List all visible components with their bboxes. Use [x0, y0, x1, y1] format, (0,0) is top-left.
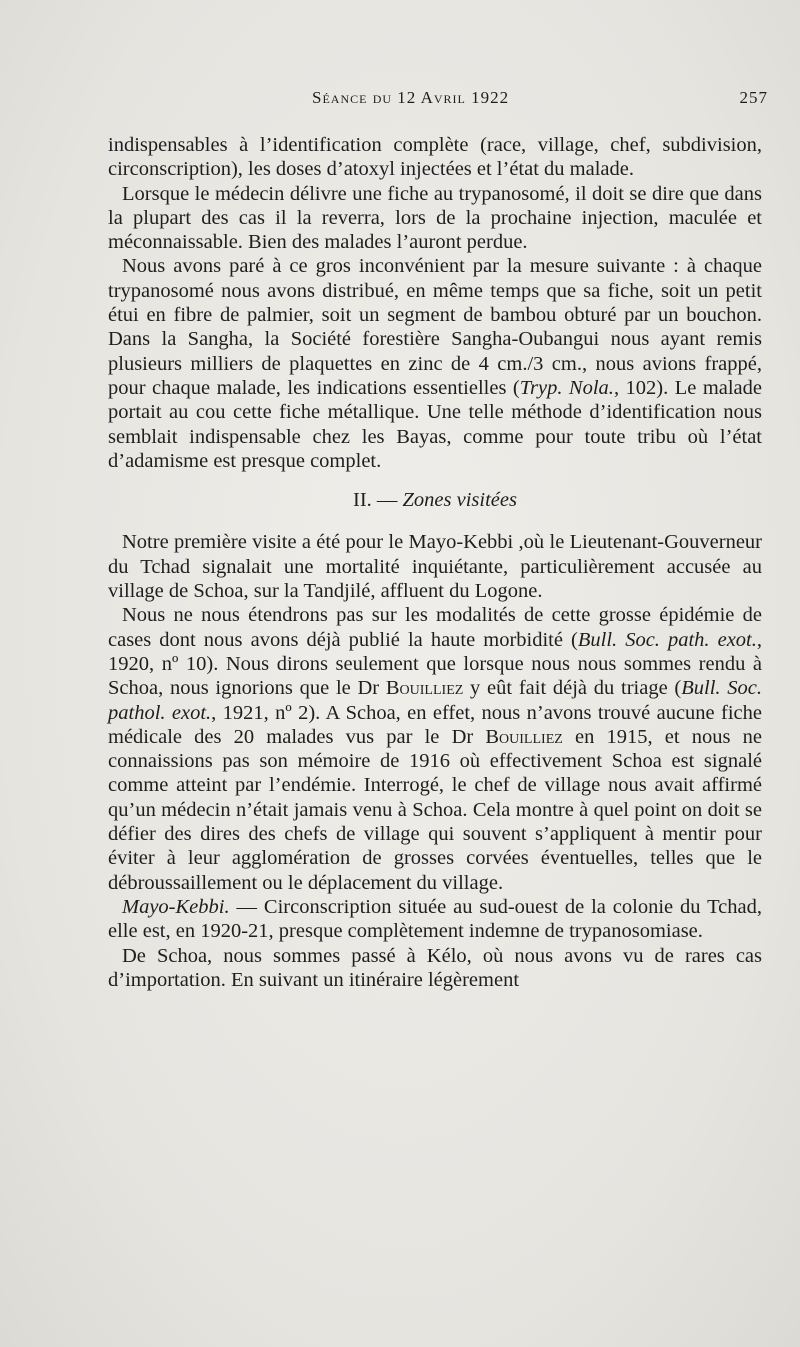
paragraph-3-text-b: , 102). Le malade portait au cou cette fiche métallique. Une telle méthode d’identification nous semblait indispensable chez les Bayas, comme pour toute tribu où l’état d’adamisme est presque complet. — [108, 376, 763, 472]
paragraph-2: Lorsque le médecin délivre une fiche au trypanosomé, il doit se dire que dans la plupart des cas il la reverra, lors de la prochaine injection, maculée et méconnaissable. Bien des malades l’auront perdue. — [108, 182, 762, 254]
region-label-mayo-kebbi: Mayo-Kebbi. — [122, 895, 230, 918]
running-head: Séance du 12 Avril 1922 — [312, 88, 510, 107]
paragraph-1: indispensables à l’identification complète (race, village, chef, subdivision, circonscription), les doses d’atoxyl injectées et l’état du malade. — [108, 134, 762, 181]
citation-tryp-nola: Tryp. Nola. — [519, 376, 614, 399]
section-heading — [108, 488, 762, 512]
paragraph-4: Notre première visite a été pour le Mayo-Kebbi ,où le Lieutenant-Gouverneur du Tchad signalait une mortalité inquiétante, particulièrement accusée au village de Schoa, sur la Tandjilé, affluent du Logone. — [108, 531, 762, 603]
paragraph-7: De Schoa, nous sommes passé à Kélo, où nous avons vu de rares cas d’importation. En suivant un itinéraire légèrement — [108, 944, 762, 991]
paragraph-5-text-b: , 1920, nº 10). Nous dirons seulement que lorsque nous nous sommes rendu à Schoa, nous ignorions que le Dr — [108, 628, 762, 700]
citation-bull-soc-path-1920: Bull. Soc. path. exot. — [577, 628, 757, 651]
page-number: 257 — [739, 88, 768, 107]
paragraph-5-text-d: , 1921, nº 2). A Schoa, en effet, nous n’avons trouvé aucune fiche médicale des 20 malades vus par le Dr — [108, 701, 762, 748]
paragraph-5-text-c: y eût fait déjà du triage ( — [463, 677, 682, 700]
paragraph-3 — [108, 254, 762, 473]
paragraph-5-text-e: en 1915, et nous ne connaissions pas son mémoire de 1916 où effectivement Schoa est signalé comme atteint par l’endémie. Interrogé, le chef de village nous avait affirmé qu’un médecin n’était jamais venu à Schoa. Cela montre à quel point on doit se défier des dires des chefs de village qui souvent s’appliquent à mentir pour éviter à leur agglomération de grosses corvées éventuelles, telles que le débroussaillement ou le déplacement du village. — [108, 725, 762, 894]
paragraph-5 — [108, 603, 762, 895]
author-name-2: Bouilliez — [485, 725, 563, 748]
paragraph-3-text-a: Nous avons paré à ce gros inconvénient par la mesure suivante : à chaque trypanosomé nous avons distribué, en même temps que sa fiche, soit un petit étui en fibre de palmier, soit un segment de bambou obturé par un bouchon. Dans la Sangha, la Société forestière Sangha-Oubangui nous ayant remis plusieurs milliers de plaquettes en zinc de 4 cm./3 cm., nous avions frappé, pour chaque malade, les indications essentielles ( — [108, 255, 762, 399]
page-header — [108, 88, 768, 118]
section-number: II. — — [353, 489, 403, 512]
paragraph-6-text: — Circonscription située au sud-ouest de la colonie du Tchad, elle est, en 1920-21, presque complètement indemne de trypanosomiase. — [108, 895, 762, 943]
citation-bull-soc-path-1921: Bull. Soc. pathol. exot. — [108, 677, 763, 724]
paragraph-5-text-a: Nous ne nous étendrons pas sur les modalités de cette grosse épidémie de cases dont nous avons déjà publié la haute morbidité ( — [108, 604, 762, 651]
body-text — [108, 133, 762, 992]
paragraph-6 — [108, 895, 762, 944]
section-title: Zones visitées — [402, 489, 517, 512]
author-name-1: Bouilliez — [385, 677, 464, 700]
